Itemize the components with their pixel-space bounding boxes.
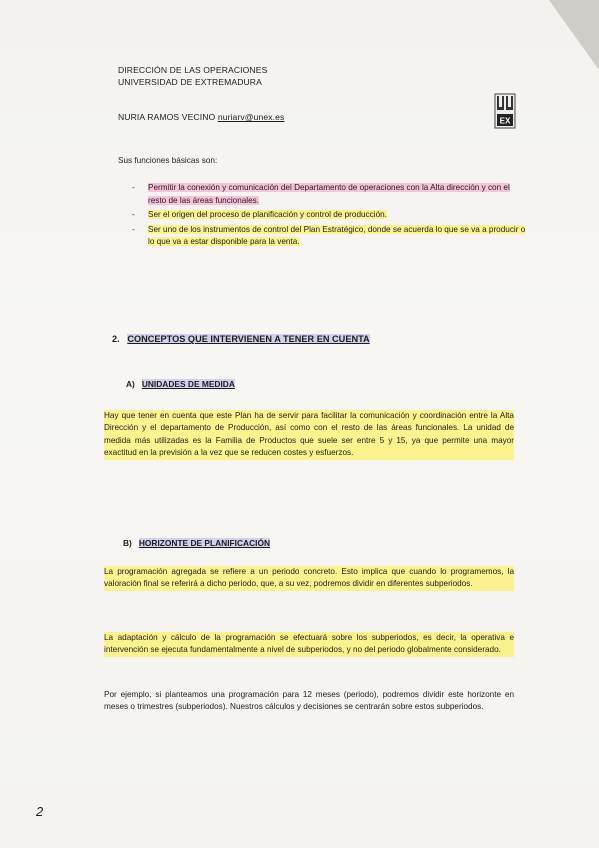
page-number: 2 [36,804,44,819]
header-dept: DIRECCIÓN DE LAS OPERACIONES [118,65,268,75]
author-line [118,111,284,123]
uex-logo [494,92,516,130]
subsection-b-heading [123,538,270,548]
subsection-a-heading [126,379,235,389]
bullet-dash: - [132,210,135,220]
svg-text:EX: EX [499,116,511,126]
intro-text: Sus funciones básicas son: [118,156,218,165]
functions-list [132,182,527,251]
author-name: NURIA RAMOS VECINO [118,112,216,122]
list-item [132,209,527,222]
subsection-a-title: UNIDADES DE MEDIDA [141,379,235,389]
bullet-text-1: Permitir la conexión y comunicación del Departamento de operaciones con la Alta dirección y con el resto de las áreas funcionales. [148,183,510,205]
paragraph-horizon-3: Por ejemplo, si planteamos una programación para 12 meses (periodo), podremos dividir este horizonte en meses o trimestres (subperiodos). Nuestros cálculos y decisiones se centrarán sobre estos subperiodos. [104,690,514,712]
page-fold-shadow [549,0,599,70]
list-item [132,182,527,207]
list-item [132,224,527,249]
bullet-text-3: Ser uno de los instrumentos de control del Plan Estratégico, donde se acuerda lo que se va a producir o lo que va a estar disponible para la venta. [148,224,526,247]
paragraph-units: Hay que tener en cuenta que este Plan ha de servir para facilitar la comunicación y coordinación entre la Alta Dirección y el departamento de Producción, así como con el resto de las áreas funcionales. La unidad de medida más utilizadas es la Familia de Productos que suele ser entre 5 y 15, ya que permite una mayor exactitud en la previsión a la vez que se reducen costes y esfuerzos. [104,410,514,460]
bullet-dash: - [132,183,135,192]
section-number: 2. [112,334,120,344]
subsection-b-letter: B) [123,538,132,548]
paragraph-horizon-1: La programación agregada se refiere a un periodo concreto. Esto implica que cuando lo programemos, la valoración final se referirá a dicho periodo, que, a su vez, podremos dividir en diferentes subperiodos. [104,566,514,591]
author-email-link[interactable]: nuriarv@unex.es [217,112,285,122]
bullet-text-2: Ser el origen del proceso de planificación y control de producción. [148,210,387,220]
subsection-a-letter: A) [126,379,135,389]
header-university: UNIVERSIDAD DE EXTREMADURA [118,77,262,87]
section-title: CONCEPTOS QUE INTERVIENEN A TENER EN CUENTA [127,334,370,344]
subsection-b-title: HORIZONTE DE PLANIFICACIÓN [138,538,271,548]
paragraph-horizon-2: La adaptación y cálculo de la programación se efectuará sobre los subperiodos, es decir, la operativa e intervención se ejecuta fundamentalmente a nivel de subperiodos, y no del periodo globalmente considerado. [104,632,514,657]
bullet-dash: - [132,224,135,234]
section-heading [112,334,370,344]
